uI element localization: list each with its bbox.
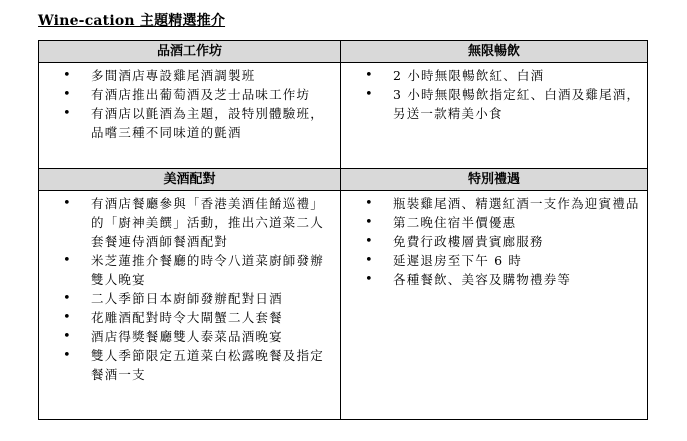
list-item: • 延遲退房至下午 6 時 (341, 251, 641, 270)
table-header-row (39, 169, 648, 191)
wine-workshop-cell (39, 63, 341, 169)
list-item: • 花雕酒配對時令大閘蟹二人套餐 (39, 308, 334, 327)
list-item: • 米芝蓮推介餐廳的時令八道菜廚師發辦雙人晚宴 (39, 251, 334, 289)
free-flow-cell (341, 63, 648, 169)
list-item: • 有酒店餐廳參與「香港美酒佳餚巡禮」的「廚神美饌」活動，推出六道菜二人套餐連侍酒師餐酒配對 (39, 194, 334, 251)
list-item: • 二人季節日本廚師發辦配對日酒 (39, 289, 334, 308)
header-wine-workshop: 品酒工作坊 (39, 41, 341, 63)
special-privileges-cell (341, 191, 648, 420)
header-wine-pairing: 美酒配對 (39, 169, 341, 191)
document-title: Wine-cation 主題精選推介 (38, 13, 226, 29)
wine-workshop-list (39, 63, 340, 144)
special-privileges-list (341, 191, 647, 291)
list-item: • 多間酒店專設雞尾酒調製班 (39, 66, 334, 85)
header-free-flow: 無限暢飲 (341, 41, 648, 63)
table-row (39, 191, 648, 420)
theme-table (38, 40, 648, 420)
list-item: • 第二晚住宿半價優惠 (341, 213, 641, 232)
list-item: • 有酒店推出葡萄酒及芝士品味工作坊 (39, 85, 334, 104)
list-item: • 免費行政樓層貴賓廊服務 (341, 232, 641, 251)
table-row (39, 63, 648, 169)
list-item: • 2 小時無限暢飲紅、白酒 (341, 66, 641, 85)
wine-pairing-list (39, 191, 340, 386)
list-item: • 各種餐飲、美容及購物禮券等 (341, 270, 641, 289)
header-special-privileges: 特別禮遇 (341, 169, 648, 191)
table-header-row (39, 41, 648, 63)
list-item: • 有酒店以氈酒為主題，設特別體驗班，品嚐三種不同味道的氈酒 (39, 104, 334, 142)
list-item: • 瓶裝雞尾酒、精選紅酒一支作為迎賓禮品 (341, 194, 641, 213)
list-item: • 雙人季節限定五道菜白松露晚餐及指定餐酒一支 (39, 346, 334, 384)
list-item: • 3 小時無限暢飲指定紅、白酒及雞尾酒，另送一款精美小食 (341, 85, 641, 123)
wine-pairing-cell (39, 191, 341, 420)
list-item: • 酒店得獎餐廳雙人泰菜品酒晚宴 (39, 327, 334, 346)
free-flow-list (341, 63, 647, 125)
